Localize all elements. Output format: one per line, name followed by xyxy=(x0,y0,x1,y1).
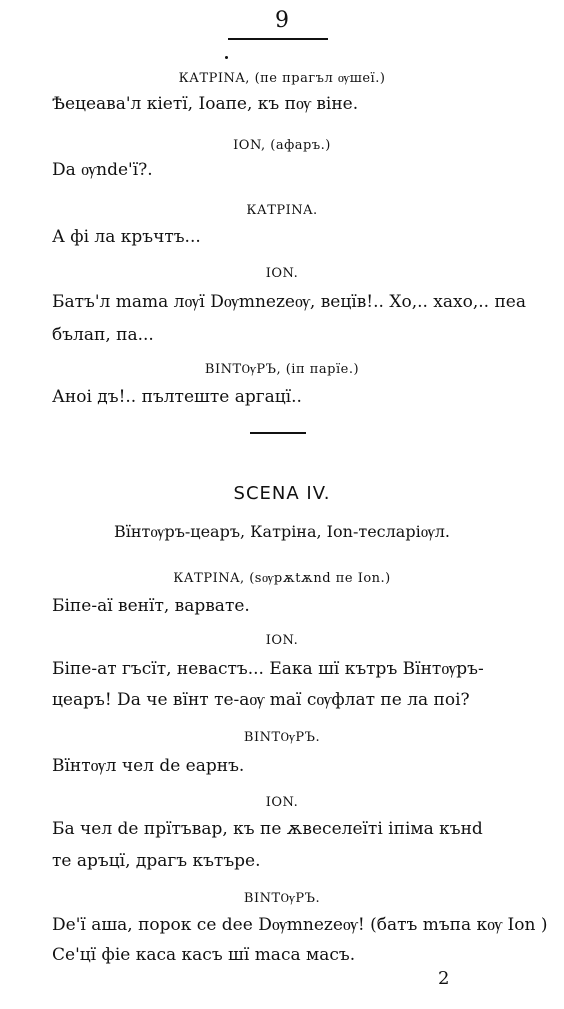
speaker-label: ВІNТѸРЪ. xyxy=(243,891,321,906)
signature-mark: 2 xyxy=(438,968,450,989)
dialogue-line: А фі ла кръчтъ... xyxy=(52,227,201,247)
speaker-label: ІОN. xyxy=(265,795,299,810)
speaker-label: ВІNТѸРЪ, (іп парїе.) xyxy=(204,362,360,377)
dialogue-line: Батъ'л mama лѹї Dѹmnezeѹ, вецїв!.. Хо,.. хахо,.. пеа xyxy=(52,292,526,312)
speaker-label: ІОN. xyxy=(265,266,299,281)
dialogue-line: De'ї аша, порок се dee Dѹmnezeѹ! (батъ mъпа кѹ Іоn ) xyxy=(52,915,548,935)
section-rule xyxy=(250,432,306,434)
speaker-label: КАТРІNA, (пе прагъл ѹшеї.) xyxy=(178,71,386,86)
speaker-label: ІОN, (афаръ.) xyxy=(233,138,331,153)
dialogue-line: те аръцї, драгъ кътъре. xyxy=(52,851,261,871)
dialogue-line: Ѣецеава'л кіетї, Іоапе, къ пѹ віне. xyxy=(52,94,359,114)
page-number: 9 xyxy=(275,8,289,33)
dialogue-line: Ба чел de прїтъвар, къ пе ѫвеселеїті іпіма кънd xyxy=(52,819,483,839)
dialogue-line: Da ѹnde'ї?. xyxy=(52,160,153,180)
cast-list: Вїнтѹръ-цеаръ, Катріна, Іоn-тесларіѹл. xyxy=(113,522,451,541)
speaker-label: ВІNТѸРЪ. xyxy=(243,730,321,745)
dialogue-line: Біпе-аї венїт, варвате. xyxy=(52,596,250,616)
dialogue-line: Біпе-ат гъсїт, невастъ... Еака шї кътръ Вїнтѹръ- xyxy=(52,659,484,679)
scene-title: SCENA IV. xyxy=(233,483,331,504)
speaker-label: КАТРІNA. xyxy=(246,203,318,218)
dialogue-line: Аноі дъ!.. пълтеште аргацї.. xyxy=(52,387,302,407)
speaker-label: ІОN. xyxy=(265,633,299,648)
header-rule xyxy=(228,38,328,40)
dialogue-line: цеаръ! Da че вїнт те-аѹ mаї сѹфлат пе ла поі? xyxy=(52,690,470,710)
printer-dot xyxy=(225,56,228,59)
dialogue-line: бълап, па... xyxy=(52,325,154,345)
speaker-label: КАТРІNA, (sѹрѫtѫnd пе Іоn.) xyxy=(173,571,391,586)
dialogue-line: Вїнтѹл чел de еарнъ. xyxy=(52,756,245,776)
dialogue-line: Се'цї фіе каса касъ шї mаса масъ. xyxy=(52,945,356,965)
